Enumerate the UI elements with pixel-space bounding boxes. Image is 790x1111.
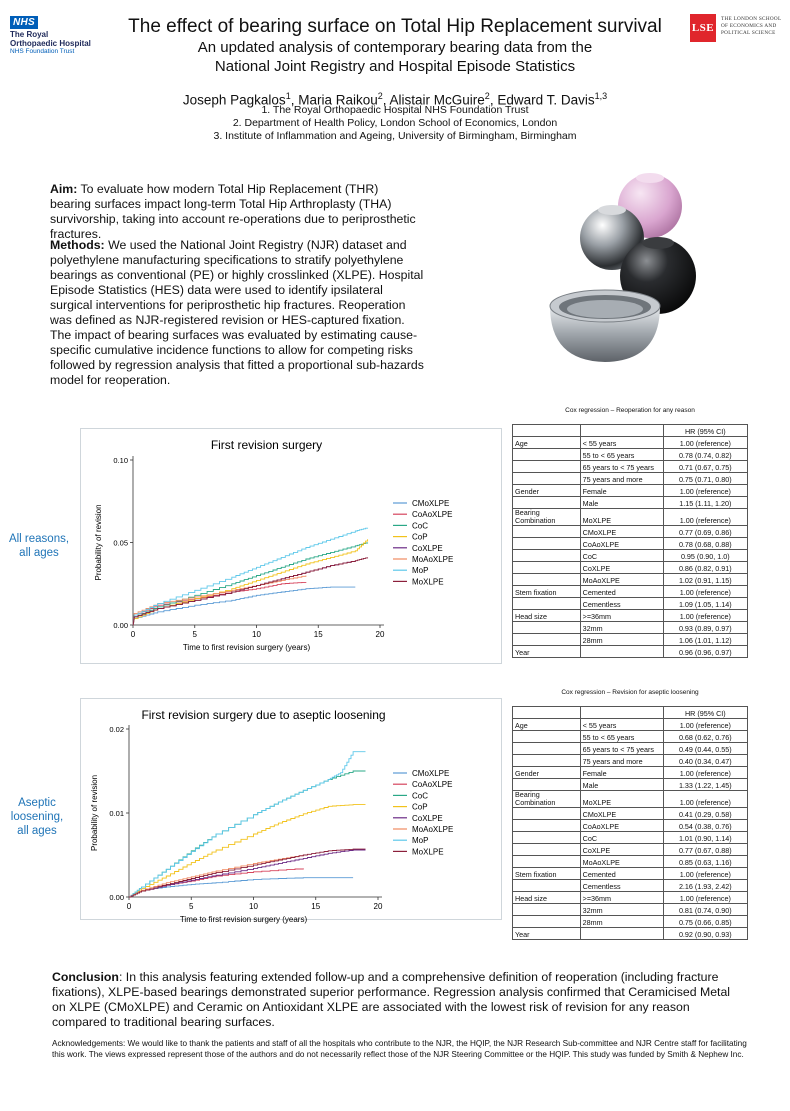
table-row xyxy=(513,586,748,598)
table-cell: CoXLPE xyxy=(580,562,663,574)
table-row xyxy=(513,743,748,755)
aim-text: To evaluate how modern Total Hip Replacement (THR) bearing surfaces impact long-term Total Hip Arthroplasty (THA) survivorship, taking into account re-operations due to periprosthetic fractures. xyxy=(50,182,416,241)
table-row xyxy=(513,509,748,526)
author-name: Maria Raikou xyxy=(298,92,378,108)
legend-entry: MoXLPE xyxy=(412,847,444,857)
table-cell: 75 years and more xyxy=(580,473,663,485)
table-row xyxy=(513,562,748,574)
table-cell: 0.49 (0.44, 0.55) xyxy=(663,743,747,755)
table-cell: 75 years and more xyxy=(580,755,663,767)
table-cell: 0.85 (0.63, 1.16) xyxy=(663,856,747,868)
legend-entry: CoP xyxy=(412,532,428,542)
table-row xyxy=(513,892,748,904)
table-cell: 0.71 (0.67, 0.75) xyxy=(663,461,747,473)
aim-paragraph xyxy=(50,182,420,242)
series-line-coxlpe xyxy=(133,561,355,625)
table-cell: Bearing Combination xyxy=(513,791,581,808)
table-cell: CoC xyxy=(580,832,663,844)
methods-paragraph xyxy=(50,238,425,388)
x-tick-label: 15 xyxy=(313,630,323,639)
y-tick-label: 0.00 xyxy=(109,893,124,902)
legend-entry: CoAoXLPE xyxy=(412,780,453,790)
y-axis-label: Probability of revision xyxy=(94,504,103,581)
chart-title: First revision surgery due to aseptic loosening xyxy=(141,708,386,722)
table-cell: 1.00 (reference) xyxy=(663,437,747,449)
x-axis-label: Time to first revision surgery (years) xyxy=(179,915,308,924)
table-cell: 1.00 (reference) xyxy=(663,719,747,731)
table-cell xyxy=(513,538,581,550)
table-cell: Stem fixation xyxy=(513,586,581,598)
y-tick-label: 0.00 xyxy=(113,621,128,630)
table-header-row xyxy=(513,425,748,437)
table-cell: Year xyxy=(513,646,581,658)
table-cell: 32mm xyxy=(580,622,663,634)
table-cell: Year xyxy=(513,928,581,940)
author-affil: 1 xyxy=(285,91,291,101)
x-tick-label: 10 xyxy=(249,902,258,911)
table-cell: Male xyxy=(580,779,663,791)
table-row xyxy=(513,437,748,449)
y-tick-label: 0.02 xyxy=(109,725,124,734)
side-label-line: all ages xyxy=(17,825,57,837)
table-row xyxy=(513,820,748,832)
poster-subtitle-2: National Joint Registry and Hospital Episode Statistics xyxy=(214,58,576,75)
table-row xyxy=(513,574,748,586)
table-row xyxy=(513,755,748,767)
series-line-moxlpe xyxy=(133,557,368,625)
nhs-logo-line3: NHS Foundation Trust xyxy=(10,48,75,55)
table-cell: MoAoXLPE xyxy=(580,856,663,868)
author-sep: , xyxy=(290,92,299,108)
bearing-components-image xyxy=(530,166,710,366)
table-cell xyxy=(513,598,581,610)
table-row xyxy=(513,832,748,844)
table-cell: 0.95 (0.90, 1.0) xyxy=(663,550,747,562)
table-row xyxy=(513,719,748,731)
lse-logo xyxy=(690,14,785,44)
table-cell xyxy=(513,844,581,856)
table-cell: CoC xyxy=(580,550,663,562)
table-cell: 0.78 (0.74, 0.82) xyxy=(663,449,747,461)
table-cell xyxy=(513,550,581,562)
table-cell: < 55 years xyxy=(580,437,663,449)
table-header-cell: HR (95% CI) xyxy=(663,707,747,719)
table-row xyxy=(513,928,748,940)
author-name: Edward T. Davis xyxy=(497,92,595,108)
table-cell xyxy=(513,622,581,634)
table-cell xyxy=(513,574,581,586)
table-row xyxy=(513,856,748,868)
legend-entry: MoP xyxy=(412,566,429,576)
side-label-chart1 xyxy=(4,532,74,560)
table-cell: Head size xyxy=(513,610,581,622)
nhs-logo-line2: Orthopaedic Hospital xyxy=(10,39,91,48)
table-cell: Cemented xyxy=(580,586,663,598)
table-cell xyxy=(513,904,581,916)
table-cell: 0.77 (0.69, 0.86) xyxy=(663,526,747,538)
table-row xyxy=(513,449,748,461)
table-cell: Age xyxy=(513,719,581,731)
table-row xyxy=(513,646,748,658)
table-cell: 1.00 (reference) xyxy=(663,610,747,622)
table-cell: 1.00 (reference) xyxy=(663,791,747,808)
table-cell: CMoXLPE xyxy=(580,526,663,538)
table-row xyxy=(513,538,748,550)
y-tick-label: 0.05 xyxy=(113,538,128,548)
table-cell: MoAoXLPE xyxy=(580,574,663,586)
conclusion-text: : In this analysis featuring extended follow-up and a comprehensive definition of reoperation (including fracture fixations), XLPE-based bearings demonstrated superior performance. Regression analysis confirmed that Ceramicised Metal on XLPE (CMoXLPE) and Ceramic on Antioxidant XLPE are associated with the lowest risk of revision for any reason compared to traditional bearing surfaces. xyxy=(52,970,731,1029)
affiliation-1: 1. The Royal Orthopaedic Hospital NHS Foundation Trust xyxy=(261,104,529,116)
series-line-mop xyxy=(129,752,366,897)
table-cell: Gender xyxy=(513,767,581,779)
x-axis-label: Time to first revision surgery (years) xyxy=(182,643,311,652)
poster-title: The effect of bearing surface on Total Hip Replacement survival xyxy=(128,16,662,37)
lse-line2: OF ECONOMICS AND xyxy=(721,23,777,29)
table-cell: 1.00 (reference) xyxy=(663,586,747,598)
x-tick-label: 0 xyxy=(130,630,136,639)
lse-text xyxy=(721,16,781,37)
table-cell: 1.09 (1.05, 1.14) xyxy=(663,598,747,610)
chart-title: First revision surgery xyxy=(210,438,323,452)
table-header-cell xyxy=(580,425,663,437)
x-tick-label: 0 xyxy=(126,902,132,911)
table-cell xyxy=(513,731,581,743)
table-cell: 1.01 (0.90, 1.14) xyxy=(663,832,747,844)
legend-entry: CoC xyxy=(412,791,429,801)
table-cell: 1.00 (reference) xyxy=(663,868,747,880)
author-affil: 2 xyxy=(484,91,490,101)
table-header-cell: HR (95% CI) xyxy=(663,425,747,437)
table-cell: 1.00 (reference) xyxy=(663,485,747,497)
side-label-line: loosening, xyxy=(10,811,64,823)
table2-caption: Cox regression – Revision for aseptic loosening xyxy=(561,689,699,696)
table-cell: Cementless xyxy=(580,598,663,610)
table-cell: CoAoXLPE xyxy=(580,820,663,832)
table-row xyxy=(513,550,748,562)
author-sep: , xyxy=(489,92,498,108)
table-cell: CoXLPE xyxy=(580,844,663,856)
table-row xyxy=(513,904,748,916)
author-name: Alistair McGuire xyxy=(389,92,485,108)
author-name: Joseph Pagkalos xyxy=(182,92,286,108)
table-revision-aseptic xyxy=(512,706,748,940)
series-line-cmoxlpe xyxy=(133,587,355,625)
table-row xyxy=(513,779,748,791)
table-cell: CMoXLPE xyxy=(580,808,663,820)
legend-entry: CoC xyxy=(412,521,429,531)
methods-text: We used the National Joint Registry (NJR) dataset and polyethylene manufacturing specifications to stratify polyethylene bearings as conventional (PE) or highly crosslinked (XLPE). Hospital Episode Statistics (HES) data were used to identify ipsilateral surgical interventions for periprosthetic hip fractures. Reoperation was defined as NJR-registered revision or HES-captured fixation. The impact of bearing surfaces was evaluated by estimating cause-specific cumulative incidence functions to allow for competing risks followed by regression analysis that fitted a proportional sub-hazards model for reoperation. xyxy=(50,238,424,387)
table-cell: 0.68 (0.62, 0.76) xyxy=(663,731,747,743)
y-tick-label: 0.01 xyxy=(109,809,124,818)
acknowledgements: Acknowledgements: We would like to thank the patients and staff of all the hospitals who contribute to the NJR, the HQIP, the NJR Research Sub-committee and NJR Centre staff for facilitating this work. The views expressed represent those of the authors and do not necessarily reflect those of the NJR Steering Committee or the HQIP. This study was funded by Smith & Nephew Inc. xyxy=(52,1039,747,1059)
table-cell: 0.54 (0.38, 0.76) xyxy=(663,820,747,832)
table-cell xyxy=(513,526,581,538)
table-cell: 0.77 (0.67, 0.88) xyxy=(663,844,747,856)
table-cell: 28mm xyxy=(580,634,663,646)
x-tick-label: 5 xyxy=(189,902,194,911)
nhs-logo xyxy=(10,12,120,56)
aim-label: Aim: xyxy=(50,182,78,196)
table-cell: 2.16 (1.93, 2.42) xyxy=(663,880,747,892)
table-cell xyxy=(513,473,581,485)
lse-mark: LSE xyxy=(690,14,716,42)
author-affil: 2 xyxy=(377,91,383,101)
table-cell: 28mm xyxy=(580,916,663,928)
table-cell: Female xyxy=(580,485,663,497)
table-row xyxy=(513,916,748,928)
table-cell xyxy=(513,916,581,928)
table-cell: Female xyxy=(580,767,663,779)
table-cell: CoAoXLPE xyxy=(580,538,663,550)
x-tick-label: 10 xyxy=(252,630,261,639)
table-cell: < 55 years xyxy=(580,719,663,731)
table-cell: MoXLPE xyxy=(580,791,663,808)
legend-entry: MoAoXLPE xyxy=(412,555,454,564)
table-cell: 1.00 (reference) xyxy=(663,767,747,779)
table-row xyxy=(513,731,748,743)
table-cell: Cementless xyxy=(580,880,663,892)
legend-entry: MoP xyxy=(412,836,429,846)
table-cell: 0.75 (0.71, 0.80) xyxy=(663,473,747,485)
table-cell xyxy=(513,743,581,755)
table-cell: Gender xyxy=(513,485,581,497)
table-cell: 0.75 (0.66, 0.85) xyxy=(663,916,747,928)
table-cell: 0.93 (0.89, 0.97) xyxy=(663,622,747,634)
table-cell xyxy=(513,856,581,868)
chart-frame-1 xyxy=(80,428,502,664)
table-row xyxy=(513,868,748,880)
table-row xyxy=(513,497,748,509)
table-cell: 0.86 (0.82, 0.91) xyxy=(663,562,747,574)
table-cell: Stem fixation xyxy=(513,868,581,880)
nhs-logo-line1: The Royal xyxy=(10,30,49,39)
table-header-cell xyxy=(513,425,581,437)
chart-revision-aseptic xyxy=(81,699,501,924)
table-row xyxy=(513,610,748,622)
table-cell: 55 to < 65 years xyxy=(580,731,663,743)
lse-line3: POLITICAL SCIENCE xyxy=(721,30,776,36)
table-cell: 1.02 (0.91, 1.15) xyxy=(663,574,747,586)
nhs-badge: NHS xyxy=(10,16,38,29)
table-row xyxy=(513,598,748,610)
table-cell xyxy=(580,928,663,940)
author-sep: , xyxy=(382,92,390,108)
table-cell: 1.15 (1.11, 1.20) xyxy=(663,497,747,509)
lse-line1: THE LONDON SCHOOL xyxy=(721,16,782,22)
table-row xyxy=(513,791,748,808)
table-row xyxy=(513,526,748,538)
author-affil: 1,3 xyxy=(594,91,608,101)
table-cell: 1.00 (reference) xyxy=(663,509,747,526)
table-cell xyxy=(513,779,581,791)
table-cell: 0.96 (0.96, 0.97) xyxy=(663,646,747,658)
table-cell xyxy=(513,562,581,574)
side-label-line: Aseptic xyxy=(18,797,56,809)
table-cell: 65 years to < 75 years xyxy=(580,461,663,473)
x-tick-label: 20 xyxy=(373,902,383,911)
conclusion-label: Conclusion xyxy=(52,970,119,984)
table-cell: Male xyxy=(580,497,663,509)
legend-entry: MoXLPE xyxy=(412,577,444,587)
legend-entry: CoXLPE xyxy=(412,813,443,823)
table-row xyxy=(513,485,748,497)
methods-label: Methods: xyxy=(50,238,105,252)
table-cell: Cemented xyxy=(580,868,663,880)
affiliation-3: 3. Institute of Inflammation and Ageing, University of Birmingham, Birmingham xyxy=(213,130,577,142)
legend-entry: CoP xyxy=(412,802,428,812)
poster-subtitle-1: An updated analysis of contemporary bearing data from the xyxy=(197,39,593,56)
legend-entry: CoXLPE xyxy=(412,543,443,553)
conclusion-paragraph xyxy=(52,970,742,1030)
side-label-line: All reasons, xyxy=(8,533,70,545)
table-cell: Age xyxy=(513,437,581,449)
legend-entry: CoAoXLPE xyxy=(412,510,453,520)
table-cell: 65 years to < 75 years xyxy=(580,743,663,755)
table-cell: Head size xyxy=(513,892,581,904)
table-row xyxy=(513,844,748,856)
side-label-line: all ages xyxy=(19,547,59,559)
table-cell: MoXLPE xyxy=(580,509,663,526)
table-reoperation-any xyxy=(512,424,748,658)
table-cell xyxy=(513,880,581,892)
table-row xyxy=(513,622,748,634)
table-cell xyxy=(513,497,581,509)
table-row xyxy=(513,880,748,892)
affiliation-2: 2. Department of Health Policy, London School of Economics, London xyxy=(232,117,558,129)
legend-entry: CMoXLPE xyxy=(412,499,450,508)
table1-caption: Cox regression – Reoperation for any reason xyxy=(565,407,695,414)
table-cell: 32mm xyxy=(580,904,663,916)
table-cell xyxy=(513,461,581,473)
table-cell: 0.92 (0.90, 0.93) xyxy=(663,928,747,940)
table-header-cell xyxy=(580,707,663,719)
table-cell xyxy=(513,808,581,820)
table-cell xyxy=(513,449,581,461)
y-axis-label: Probability of revision xyxy=(90,774,99,852)
table-cell xyxy=(513,634,581,646)
table-cell: 1.00 (reference) xyxy=(663,892,747,904)
x-tick-label: 20 xyxy=(375,630,385,639)
table-row xyxy=(513,767,748,779)
title-block xyxy=(120,16,670,76)
legend-entry: MoAoXLPE xyxy=(412,825,454,834)
table-header-row xyxy=(513,707,748,719)
table-cell: 0.40 (0.34, 0.47) xyxy=(663,755,747,767)
table-cell: 1.33 (1.22, 1.45) xyxy=(663,779,747,791)
series-line-coc xyxy=(133,543,368,626)
table-cell: >=36mm xyxy=(580,610,663,622)
table-cell xyxy=(513,820,581,832)
table-cell: >=36mm xyxy=(580,892,663,904)
table-cell xyxy=(513,755,581,767)
x-tick-label: 15 xyxy=(311,902,321,911)
table-row xyxy=(513,473,748,485)
table-cell: 0.41 (0.29, 0.58) xyxy=(663,808,747,820)
table-cell: 0.81 (0.74, 0.90) xyxy=(663,904,747,916)
table-cell: 55 to < 65 years xyxy=(580,449,663,461)
table-cell: 0.78 (0.68, 0.88) xyxy=(663,538,747,550)
table-row xyxy=(513,808,748,820)
chart-frame-2 xyxy=(80,698,502,924)
table-cell xyxy=(513,832,581,844)
table-cell: Bearing Combination xyxy=(513,509,581,526)
table-cell: 1.06 (1.01, 1.12) xyxy=(663,634,747,646)
y-tick-label: 0.10 xyxy=(113,456,128,465)
x-tick-label: 5 xyxy=(192,630,197,639)
table-row xyxy=(513,461,748,473)
legend-entry: CMoXLPE xyxy=(412,769,450,778)
table-cell xyxy=(580,646,663,658)
table-header-cell xyxy=(513,707,581,719)
side-label-chart2 xyxy=(2,796,72,838)
chart-revision-any xyxy=(81,429,501,663)
table-row xyxy=(513,634,748,646)
